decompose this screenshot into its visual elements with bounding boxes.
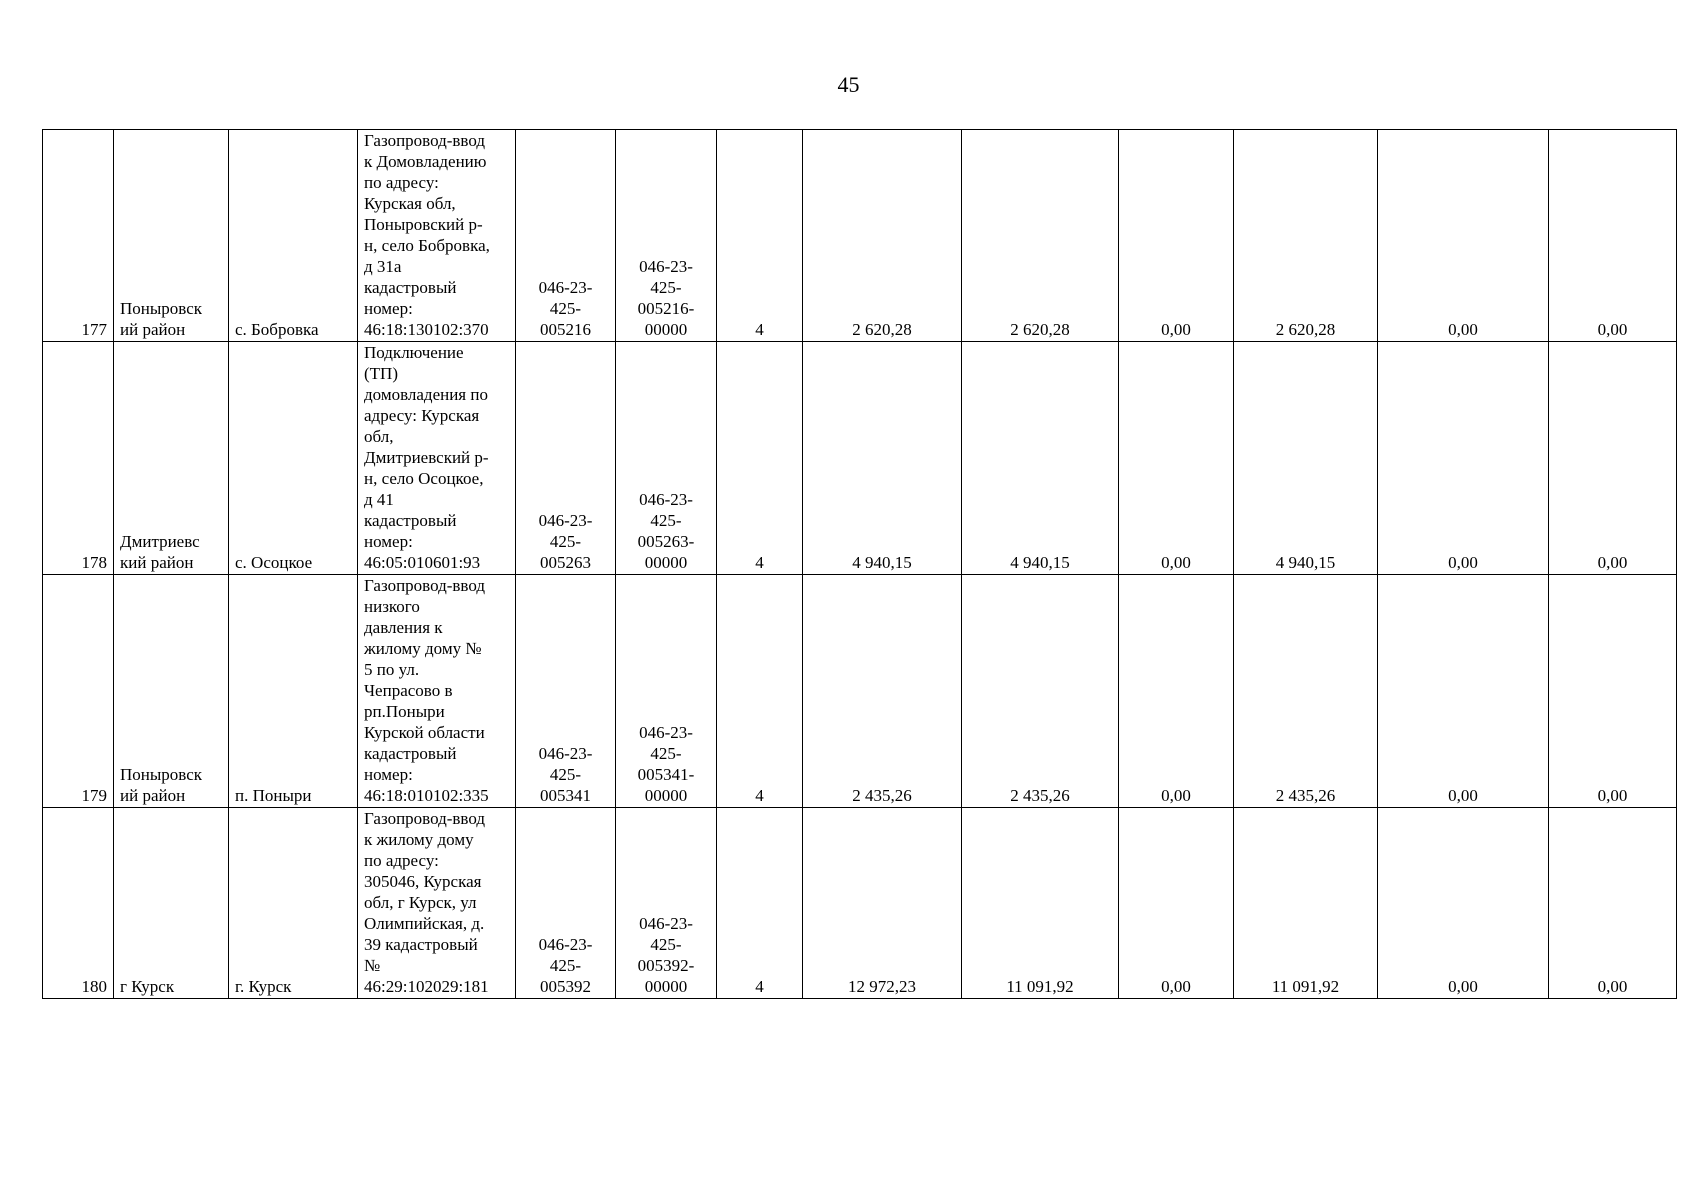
table-row: [43, 130, 1677, 342]
value-cell-3: 0,00: [1119, 342, 1234, 575]
value-cell-1: 2 620,28: [803, 130, 962, 342]
value-cell-1: 2 435,26: [803, 575, 962, 808]
full-code-cell: 046-23- 425- 005216- 00000: [616, 130, 717, 342]
settlement-cell: с. Бобровка: [229, 130, 358, 342]
value-cell-6: 0,00: [1549, 130, 1677, 342]
value-cell-6: 0,00: [1549, 342, 1677, 575]
value-cell-4: 4 940,15: [1234, 342, 1378, 575]
value-cell-6: 0,00: [1549, 808, 1677, 999]
value-cell-5: 0,00: [1378, 342, 1549, 575]
full-code-cell: 046-23- 425- 005263- 00000: [616, 342, 717, 575]
category-cell: 4: [717, 808, 803, 999]
value-cell-2: 2 620,28: [962, 130, 1119, 342]
object-description-cell: Газопровод-ввод низкого давления к жилому дому № 5 по ул. Чепрасово в рп.Поныри Курской области кадастровый номер: 46:18:010102:335: [358, 575, 516, 808]
value-cell-2: 4 940,15: [962, 342, 1119, 575]
value-cell-2: 11 091,92: [962, 808, 1119, 999]
table-row: [43, 808, 1677, 999]
row-index-cell: 178: [43, 342, 114, 575]
table-row: [43, 575, 1677, 808]
row-index-cell: 177: [43, 130, 114, 342]
settlement-cell: п. Поныри: [229, 575, 358, 808]
page-number: 45: [837, 72, 860, 97]
value-cell-4: 11 091,92: [1234, 808, 1378, 999]
code-cell: 046-23- 425- 005216: [516, 130, 616, 342]
settlement-cell: с. Осоцкое: [229, 342, 358, 575]
value-cell-4: 2 435,26: [1234, 575, 1378, 808]
full-code-cell: 046-23- 425- 005392- 00000: [616, 808, 717, 999]
value-cell-5: 0,00: [1378, 575, 1549, 808]
full-code-cell: 046-23- 425- 005341- 00000: [616, 575, 717, 808]
district-cell: Поныровск ий район: [114, 575, 229, 808]
row-index-cell: 180: [43, 808, 114, 999]
value-cell-1: 4 940,15: [803, 342, 962, 575]
code-cell: 046-23- 425- 005341: [516, 575, 616, 808]
table-row: [43, 342, 1677, 575]
district-cell: Дмитриевс кий район: [114, 342, 229, 575]
value-cell-4: 2 620,28: [1234, 130, 1378, 342]
object-description-cell: Подключение (ТП) домовладения по адресу: Курская обл, Дмитриевский р- н, село Осоцкое, д 41 кадастровый номер: 46:05:010601:93: [358, 342, 516, 575]
value-cell-6: 0,00: [1549, 575, 1677, 808]
settlement-cell: г. Курск: [229, 808, 358, 999]
object-description-cell: Газопровод-ввод к жилому дому по адресу: 305046, Курская обл, г Курск, ул Олимпийская, д. 39 кадастровый № 46:29:102029:181: [358, 808, 516, 999]
value-cell-2: 2 435,26: [962, 575, 1119, 808]
district-cell: Поныровск ий район: [114, 130, 229, 342]
category-cell: 4: [717, 130, 803, 342]
value-cell-5: 0,00: [1378, 130, 1549, 342]
registry-table: [42, 129, 1677, 999]
value-cell-3: 0,00: [1119, 130, 1234, 342]
category-cell: 4: [717, 342, 803, 575]
value-cell-3: 0,00: [1119, 575, 1234, 808]
value-cell-3: 0,00: [1119, 808, 1234, 999]
row-index-cell: 179: [43, 575, 114, 808]
district-cell: г Курск: [114, 808, 229, 999]
object-description-cell: Газопровод-ввод к Домовладению по адресу: Курская обл, Поныровский р- н, село Бобровка, д 31а кадастровый номер: 46:18:130102:370: [358, 130, 516, 342]
code-cell: 046-23- 425- 005263: [516, 342, 616, 575]
value-cell-5: 0,00: [1378, 808, 1549, 999]
code-cell: 046-23- 425- 005392: [516, 808, 616, 999]
value-cell-1: 12 972,23: [803, 808, 962, 999]
category-cell: 4: [717, 575, 803, 808]
